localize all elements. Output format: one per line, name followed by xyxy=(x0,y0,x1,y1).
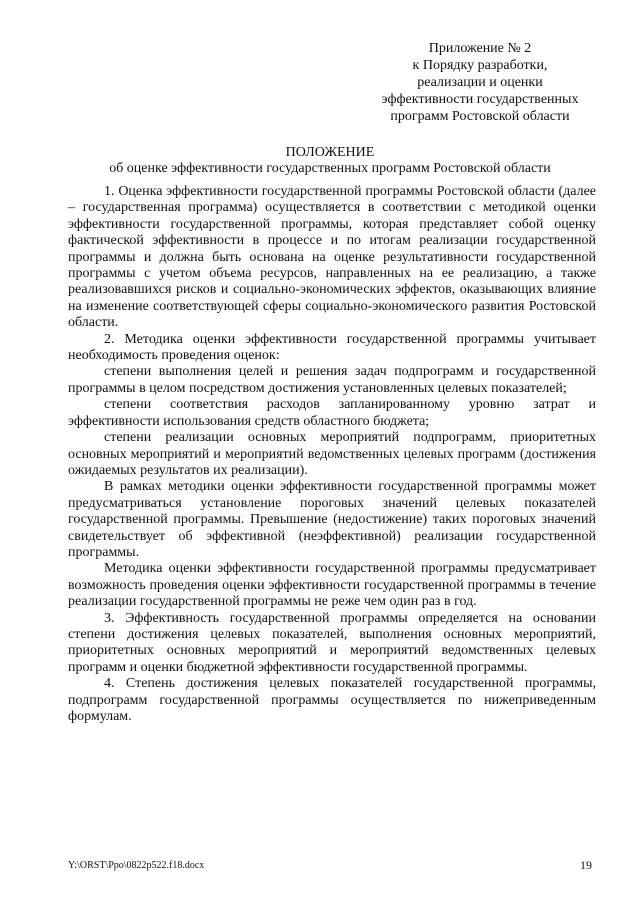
appendix-header xyxy=(360,40,600,125)
appendix-line: Приложение № 2 xyxy=(428,41,532,56)
paragraph: В рамках методики оценки эффективности государственной программы может предусматриваться установление пороговых значений целевых показателей государственной программы. Превышение (недостижение) таких пороговых значений свидетельствует об эффективной (неэффективной) реализации государственной программы. xyxy=(68,479,596,560)
paragraph: 2. Методика оценки эффективности государственной программы учитывает необходимость проведения оценок: xyxy=(68,331,596,364)
paragraph: 4. Степень достижения целевых показателей государственной программы, подпрограмм государственной программы осуществляется по нижеприведенным формулам. xyxy=(68,676,596,724)
footer-file-path: Y:\ORST\Ppo\0822p522.f18.docx xyxy=(68,860,205,871)
paragraph: степени соответствия расходов запланированному уровню затрат и эффективности использования средств областного бюджета; xyxy=(68,397,596,429)
paragraph: Методика оценки эффективности государственной программы предусматривает возможность проведения оценки эффективности государственной программы в течение реализации государственной программы не реже чем один раз в год. xyxy=(68,561,596,610)
paragraph: 3. Эффективность государственной программы определяется на основании степени достижения целевых показателей, выполнения основных мероприятий, приоритетных основных мероприятий и мероприятий ведомственных целевых программ и оценки бюджетной эффективности государственной программы. xyxy=(68,610,596,675)
paragraph: степени выполнения целей и решения задач подпрограмм и государственной программы в целом посредством достижения установленных целевых показателей; xyxy=(68,364,596,396)
paragraph: степени реализации основных мероприятий подпрограмм, приоритетных основных мероприятий и мероприятий ведомственных целевых программ (достижения ожидаемых результатов их реализации). xyxy=(68,430,596,478)
appendix-line: эффективности государственных xyxy=(381,92,579,107)
appendix-line: к Порядку разработки, xyxy=(412,58,548,73)
appendix-line: программ Ростовской области xyxy=(390,109,570,124)
document-body xyxy=(68,184,596,725)
appendix-line: реализации и оценки xyxy=(417,75,543,90)
paragraph: 1. Оценка эффективности государственной программы Ростовской области (далее – государственная программа) осуществляется в соответствии с методикой оценки эффективности государственной программы, которая представляет собой оценку фактической эффективности в процессе и по итогам реализации государственной программы и должна быть основана на оценке результативности государственной программы с учетом объема ресурсов, направленных на ее реализацию, а также реализовавшихся рисков и социально-экономических эффектов, оказывающих влияние на изменение соответствующей сферы социально-экономического развития Ростовской области. xyxy=(68,184,596,331)
document-subtitle: об оценке эффективности государственных программ Ростовской области xyxy=(109,161,551,176)
document-title: ПОЛОЖЕНИЕ xyxy=(285,145,375,160)
page-number: 19 xyxy=(580,858,592,872)
